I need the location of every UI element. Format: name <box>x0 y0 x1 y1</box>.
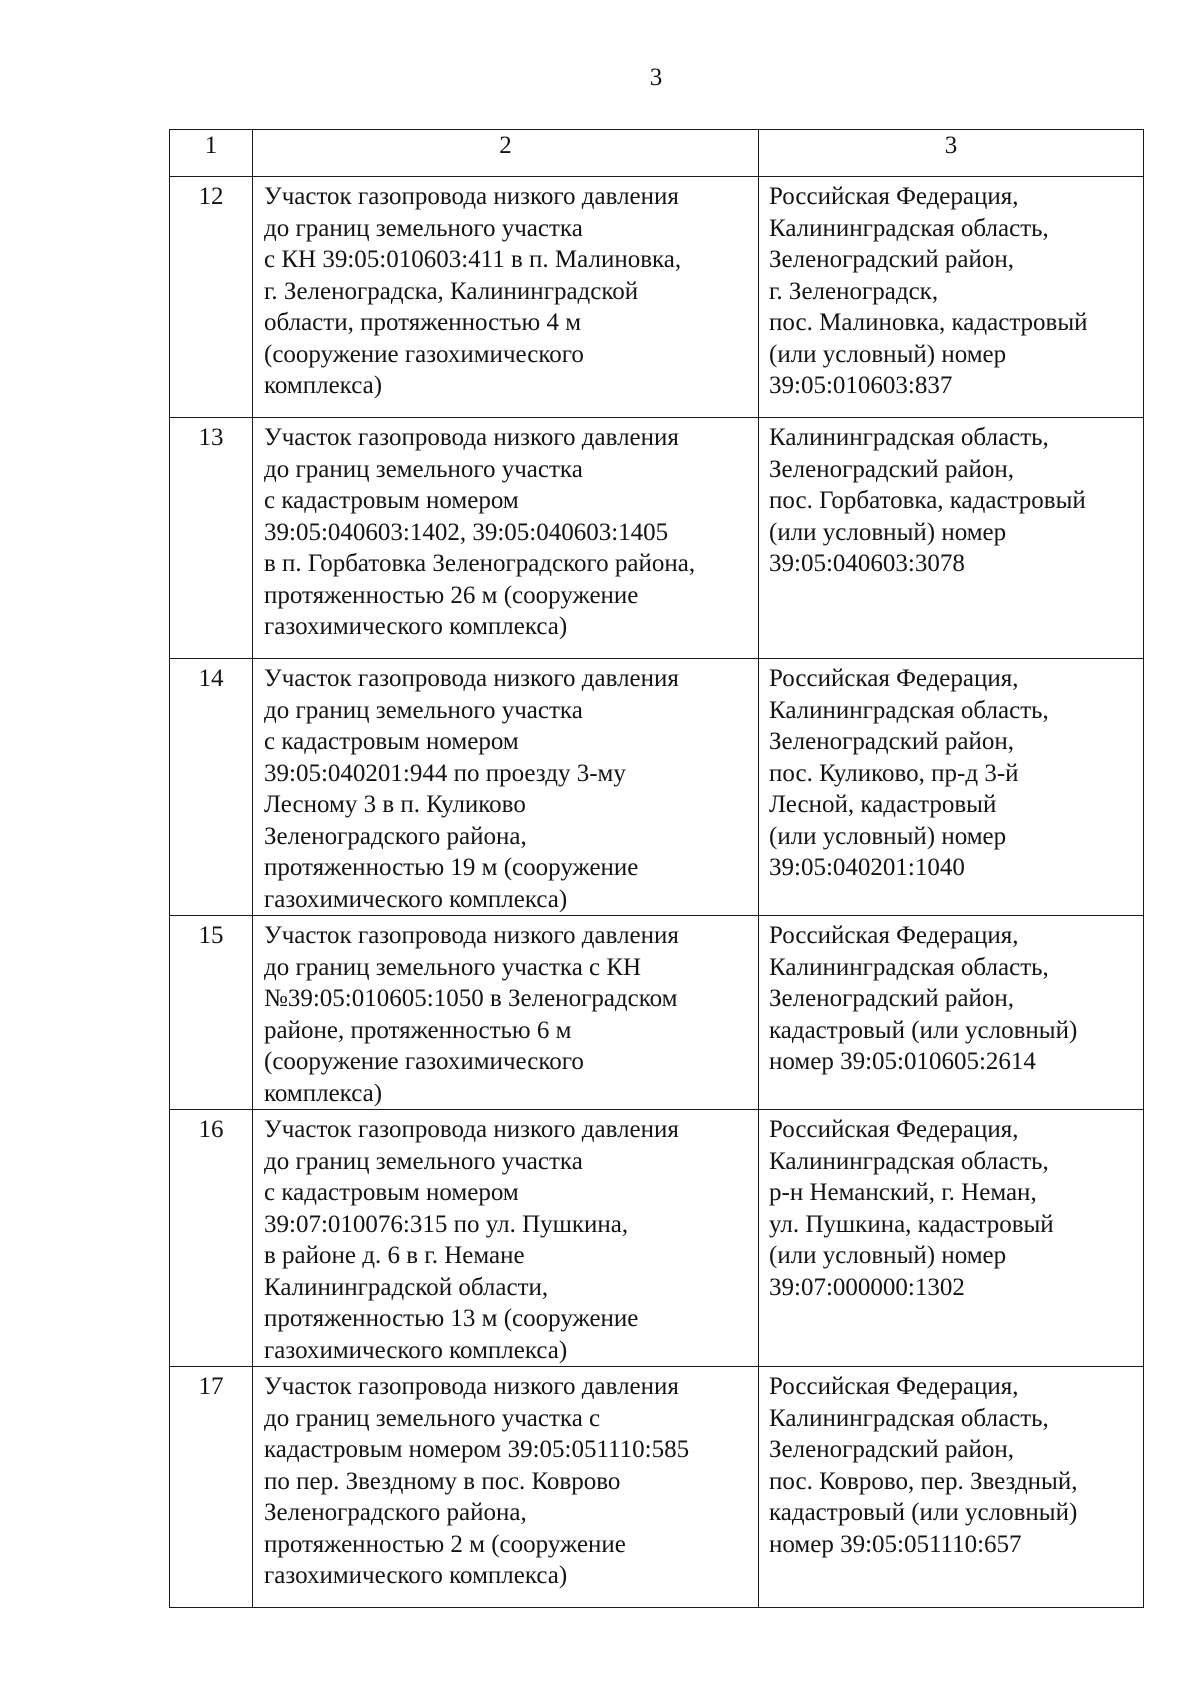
description-line: 39:05:040603:1402, 39:05:040603:1405 <box>264 518 669 546</box>
description-line: 39:05:040201:944 по проезду 3-му <box>264 759 626 787</box>
object-description <box>253 418 759 659</box>
address-line: 39:07:000000:1302 <box>769 1273 965 1301</box>
row-number: 14 <box>170 659 253 916</box>
description-line: 39:07:010076:315 по ул. Пушкина, <box>264 1210 629 1238</box>
object-description <box>253 1110 759 1367</box>
description-line: газохимического комплекса) <box>264 885 568 913</box>
table-row <box>170 1110 1144 1367</box>
description-line: до границ земельного участка <box>264 696 583 724</box>
description-line: Участок газопровода низкого давления <box>264 922 679 949</box>
address-line: Российская Федерация, <box>769 183 1019 210</box>
description-line: кадастровым номером 39:05:051110:585 <box>264 1436 690 1463</box>
address-line: г. Зеленоградск, <box>769 277 939 305</box>
description-line: комплекса) <box>264 372 383 399</box>
description-line: с кадастровым номером <box>264 487 519 514</box>
address-line: Российская Федерация, <box>769 1373 1019 1400</box>
address-line: Калининградская область, <box>769 696 1049 724</box>
address-line: пос. Горбатовка, кадастровый <box>769 487 1086 514</box>
description-line: газохимического комплекса) <box>264 1562 568 1589</box>
description-line: №39:05:010605:1050 в Зеленоградском <box>264 985 678 1012</box>
description-line: до границ земельного участка с <box>264 1404 601 1432</box>
description-line: протяженностью 2 м (сооружение <box>264 1530 626 1558</box>
objects-table <box>169 129 1144 1608</box>
address-line: (или условный) номер <box>769 518 1007 546</box>
header-col-1: 1 <box>170 130 253 177</box>
address-line: 39:05:040201:1040 <box>769 854 965 881</box>
description-line: протяженностью 13 м (сооружение <box>264 1305 639 1332</box>
description-line: с кадастровым номером <box>264 1179 519 1206</box>
address-line: Зеленоградский район, <box>769 246 1014 273</box>
object-address <box>759 659 1144 916</box>
description-line: г. Зеленоградска, Калининградской <box>264 277 639 305</box>
address-line: Калининградская область, <box>769 214 1049 242</box>
address-line: (или условный) номер <box>769 340 1007 368</box>
table-row <box>170 659 1144 916</box>
description-line: районе, протяженностью 6 м <box>264 1016 572 1044</box>
description-line: Зеленоградского района, <box>264 822 527 850</box>
address-line: пос. Куликово, пр-д 3-й <box>769 759 1019 787</box>
object-address <box>759 1110 1144 1367</box>
object-description <box>253 1367 759 1608</box>
address-line: пос. Коврово, пер. Звездный, <box>769 1467 1078 1495</box>
object-address <box>759 1367 1144 1608</box>
table-row <box>170 916 1144 1110</box>
address-line: р-н Неманский, г. Неман, <box>769 1179 1037 1206</box>
table-row <box>170 418 1144 659</box>
address-line: Зеленоградский район, <box>769 985 1014 1012</box>
description-line: Лесному 3 в п. Куликово <box>264 791 526 818</box>
address-line: кадастровый (или условный) <box>769 1016 1078 1044</box>
row-number: 13 <box>170 418 253 659</box>
description-line: газохимического комплекса) <box>264 613 568 640</box>
header-col-2: 2 <box>253 130 759 177</box>
address-line: 39:05:040603:3078 <box>769 550 965 577</box>
address-line: (или условный) номер <box>769 1242 1007 1269</box>
address-line: Калининградская область, <box>769 1147 1049 1175</box>
description-line: Участок газопровода низкого давления <box>264 665 679 692</box>
address-line: Калининградская область, <box>769 424 1049 451</box>
address-line: (или условный) номер <box>769 822 1007 850</box>
description-line: в п. Горбатовка Зеленоградского района, <box>264 550 696 577</box>
description-line: (сооружение газохимического <box>264 340 584 368</box>
description-line: газохимического комплекса) <box>264 1336 568 1364</box>
description-line: до границ земельного участка <box>264 214 583 242</box>
description-line: области, протяженностью 4 м <box>264 309 582 336</box>
address-line: Российская Федерация, <box>769 1116 1019 1143</box>
address-line: Калининградская область, <box>769 1404 1049 1432</box>
object-address <box>759 418 1144 659</box>
description-line: с КН 39:05:010603:411 в п. Малиновка, <box>264 246 682 273</box>
description-line: Участок газопровода низкого давления <box>264 1116 679 1143</box>
object-description <box>253 916 759 1110</box>
description-line: Участок газопровода низкого давления <box>264 1373 679 1400</box>
address-line: номер 39:05:010605:2614 <box>769 1048 1036 1075</box>
header-col-3: 3 <box>759 130 1144 177</box>
description-line: Калининградской области, <box>264 1273 549 1301</box>
description-line: до границ земельного участка <box>264 455 583 483</box>
description-line: Зеленоградского района, <box>264 1499 527 1526</box>
address-line: кадастровый (или условный) <box>769 1499 1078 1526</box>
description-line: до границ земельного участка с КН <box>264 953 642 981</box>
address-line: Зеленоградский район, <box>769 1436 1014 1463</box>
address-line: Российская Федерация, <box>769 922 1019 949</box>
address-line: Российская Федерация, <box>769 665 1019 692</box>
description-line: по пер. Звездному в пос. Коврово <box>264 1467 621 1495</box>
description-line: Участок газопровода низкого давления <box>264 424 679 451</box>
row-number: 15 <box>170 916 253 1110</box>
description-line: в районе д. 6 в г. Немане <box>264 1242 525 1269</box>
object-description <box>253 177 759 418</box>
row-number: 17 <box>170 1367 253 1608</box>
description-line: до границ земельного участка <box>264 1147 583 1175</box>
page-number: 3 <box>649 64 663 91</box>
address-line: 39:05:010603:837 <box>769 372 953 399</box>
address-line: пос. Малиновка, кадастровый <box>769 309 1088 336</box>
object-description <box>253 659 759 916</box>
object-address <box>759 916 1144 1110</box>
table-row <box>170 1367 1144 1608</box>
description-line: с кадастровым номером <box>264 728 519 755</box>
address-line: Лесной, кадастровый <box>769 791 997 818</box>
table-header <box>170 130 1144 177</box>
row-number: 12 <box>170 177 253 418</box>
table-row <box>170 177 1144 418</box>
description-line: комплекса) <box>264 1079 383 1107</box>
address-line: Калининградская область, <box>769 953 1049 981</box>
description-line: протяженностью 19 м (сооружение <box>264 854 639 881</box>
address-line: ул. Пушкина, кадастровый <box>769 1210 1054 1238</box>
address-line: номер 39:05:051110:657 <box>769 1530 1022 1558</box>
description-line: (сооружение газохимического <box>264 1048 584 1075</box>
description-line: протяженностью 26 м (сооружение <box>264 581 639 609</box>
row-number: 16 <box>170 1110 253 1367</box>
address-line: Зеленоградский район, <box>769 455 1014 483</box>
description-line: Участок газопровода низкого давления <box>264 183 679 210</box>
object-address <box>759 177 1144 418</box>
address-line: Зеленоградский район, <box>769 728 1014 755</box>
